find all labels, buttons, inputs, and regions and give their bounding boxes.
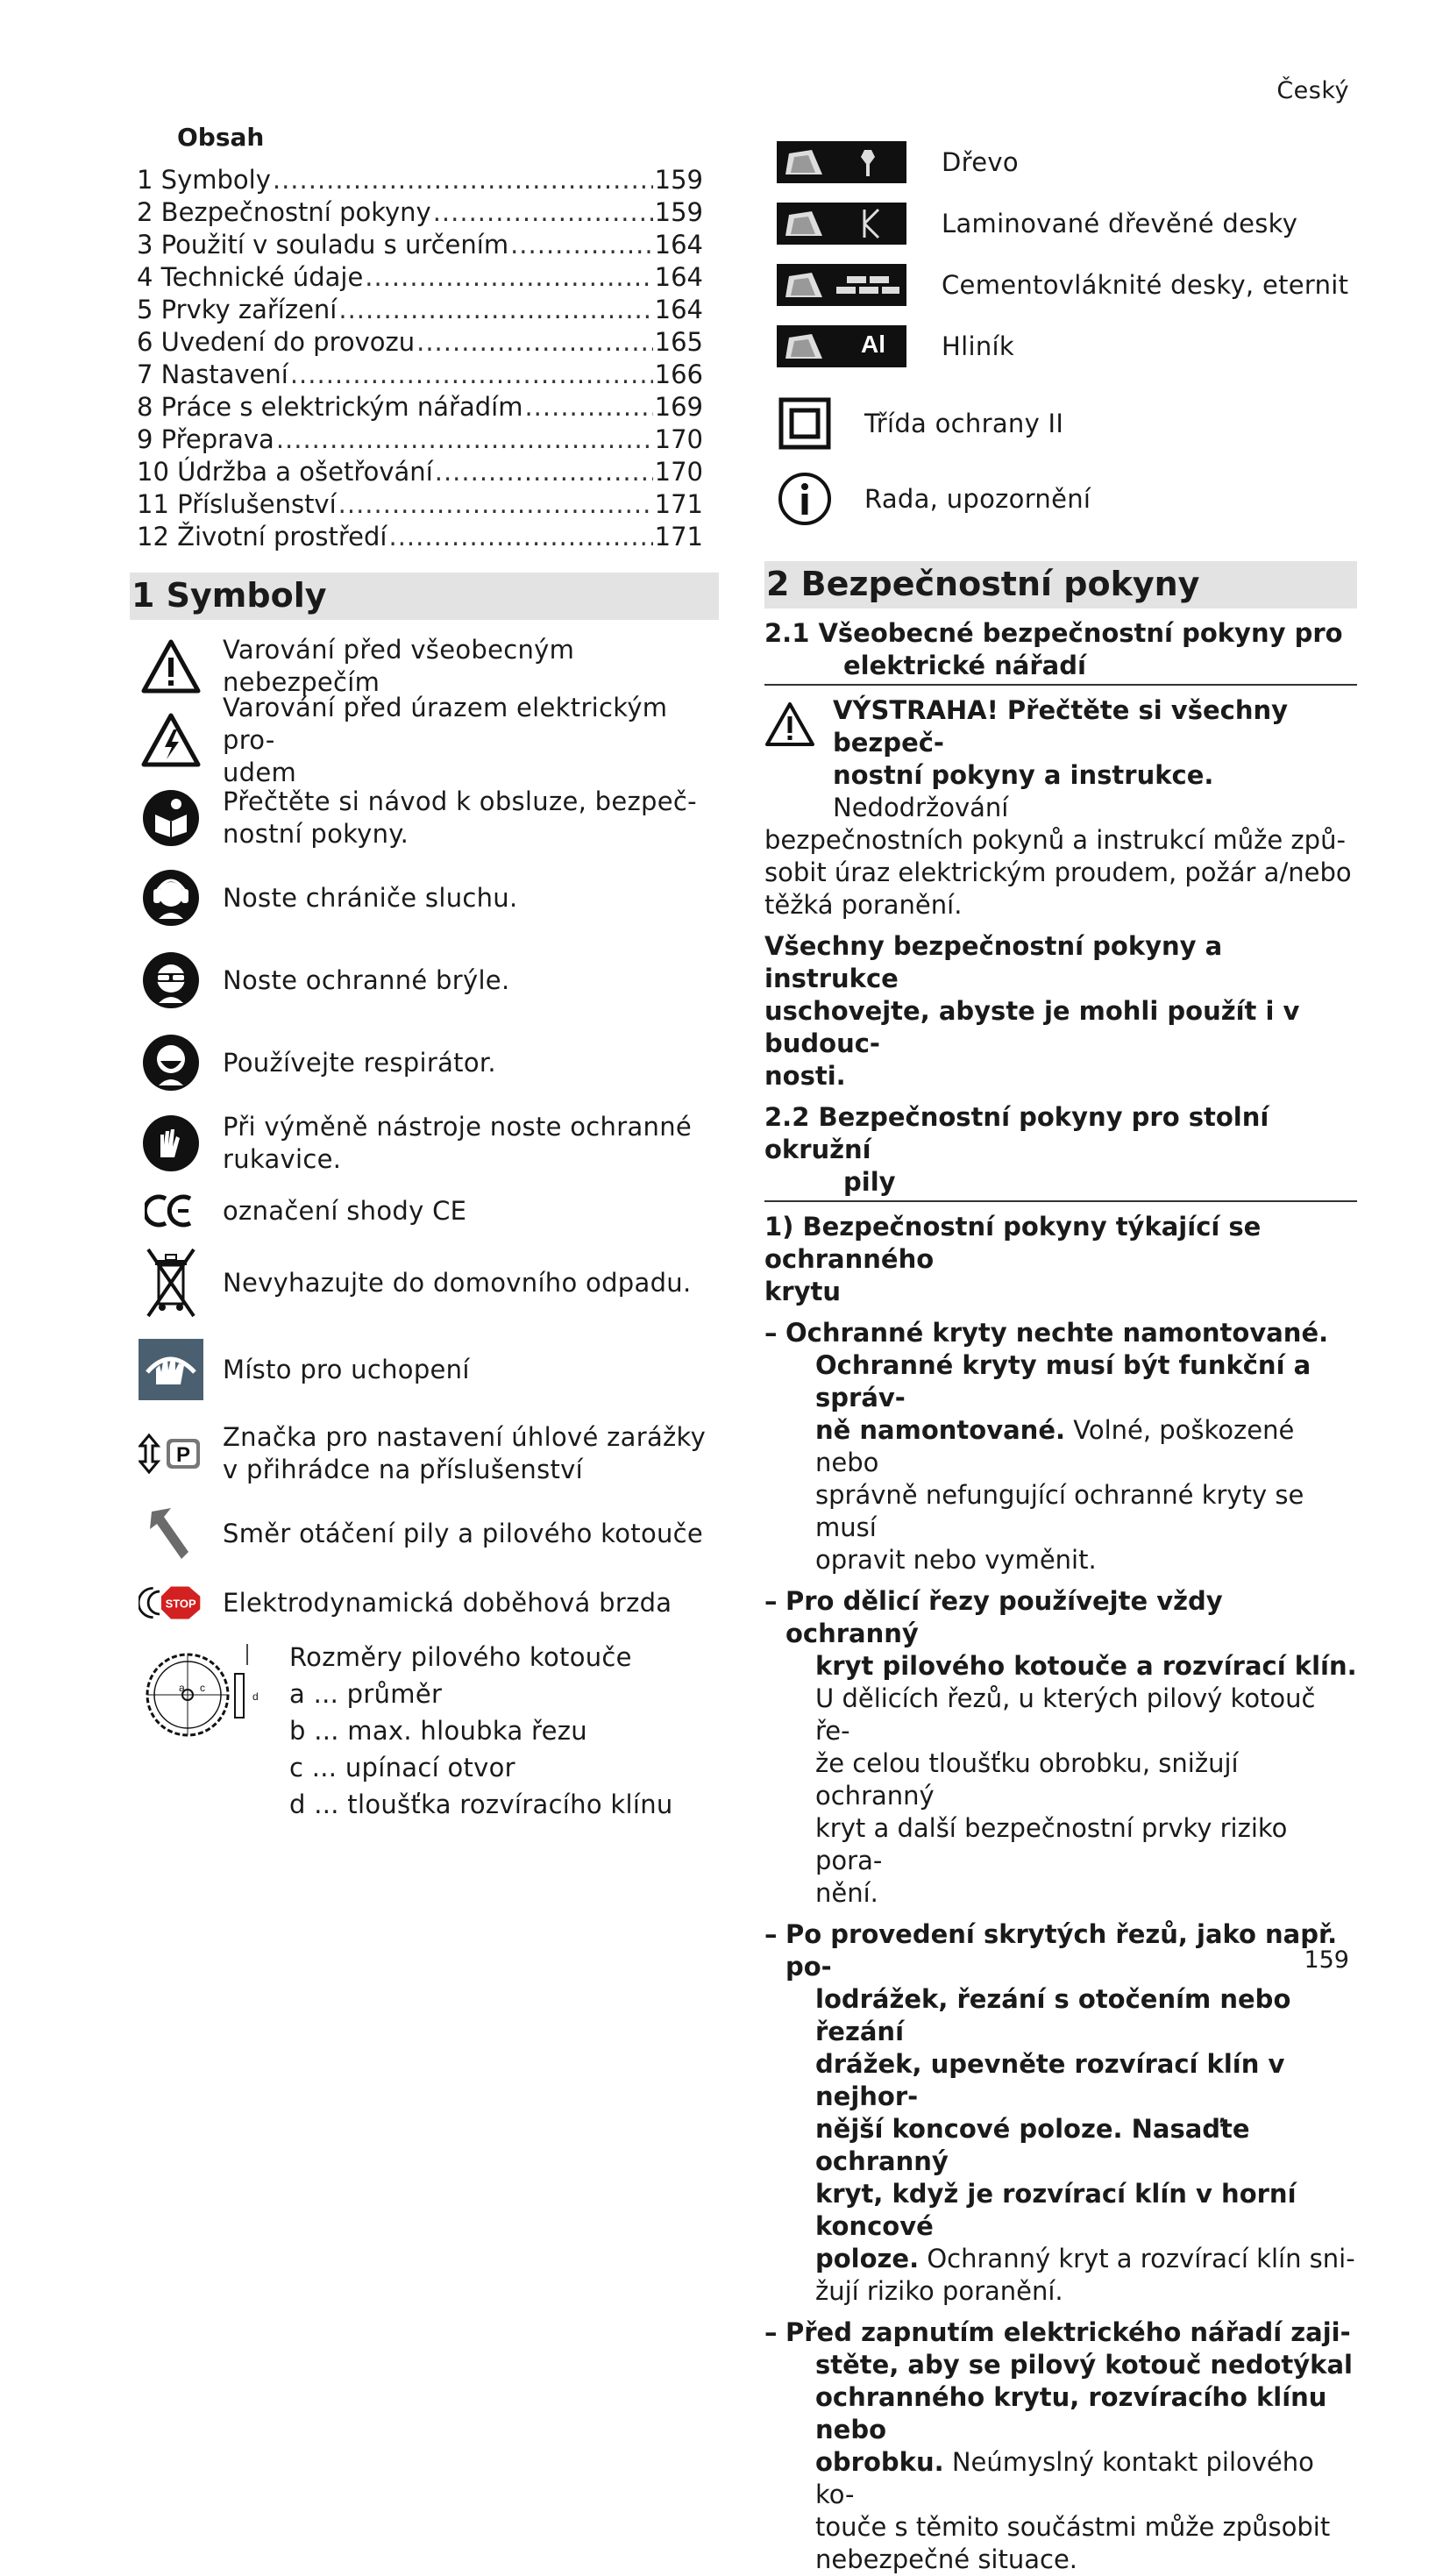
symbol-text: Varování před všeobecným nebezpečím — [223, 635, 575, 697]
bullet-text: Ochranný kryt a rozvírací klín sni- — [919, 2244, 1355, 2274]
warning-paragraph — [764, 694, 1357, 922]
toc-leader — [290, 359, 653, 391]
material-label: Dřevo — [942, 147, 1019, 177]
blade-dimensions-text — [289, 1639, 673, 1823]
toc-entry-label: 8 Práce s elektrickým nářadím — [137, 392, 523, 422]
bullet-dash: – — [764, 1318, 778, 1348]
svg-text:STOP: STOP — [165, 1597, 196, 1611]
read-manual-icon — [139, 786, 203, 850]
toc-entry-label: 6 Uvedení do provozu — [137, 327, 416, 357]
bullet-line: kryt pilového kotouče a rozvírací klín. — [815, 1651, 1357, 1681]
warning-line: těžká poranění. — [764, 890, 963, 920]
toc-leader — [338, 488, 653, 521]
bullet-line: lodrážek, řezání s otočením nebo řezání — [815, 1984, 1291, 2046]
toc-entry-page: 166 — [654, 359, 703, 389]
toc-entry[interactable] — [130, 196, 719, 229]
page-number: 159 — [1304, 1946, 1349, 1974]
bullet-line: drážek, upevněte rozvírací klín v nejhor- — [815, 2049, 1285, 2111]
symbol-row — [130, 1104, 719, 1183]
saw-blade-dimensions-icon — [137, 1639, 268, 1744]
fiber-cement-badge-icon — [777, 264, 906, 306]
material-row — [764, 254, 1357, 316]
toc-entry-label: 5 Prvky zařízení — [137, 295, 338, 324]
section-heading-symbols: 1 Symboly — [130, 573, 719, 620]
toc-entry-label: 7 Nastavení — [137, 359, 288, 389]
right-column — [764, 132, 1357, 2576]
toc-leader — [416, 326, 653, 359]
symbol-text: Místo pro uchopení — [223, 1354, 470, 1384]
bullet-line: nění. — [815, 1878, 878, 1908]
bullet-bold-text: poloze. — [815, 2244, 920, 2274]
wood-badge-icon — [777, 141, 906, 183]
bullet-text: Neúmyslný kontakt pilového ko- — [815, 2447, 1314, 2509]
class-label: Rada, upozornění — [864, 484, 1091, 514]
subheading-line: 2.2 Bezpečnostní pokyny pro stolní okružní — [764, 1102, 1269, 1164]
symbol-row — [130, 1413, 719, 1495]
toc-entry[interactable] — [130, 261, 719, 294]
guard-heading-line: 1) Bezpečnostní pokyny týkající se ochranného — [764, 1212, 1262, 1274]
symbol-text: Používejte respirátor. — [223, 1047, 496, 1078]
symbol-text: Nevyhazujte do domovního odpadu. — [223, 1267, 692, 1298]
guard-heading-line: krytu — [764, 1277, 841, 1306]
toc-entry-page: 171 — [654, 522, 703, 551]
toc-entry-label: 11 Příslušenství — [137, 489, 337, 519]
material-row — [764, 316, 1357, 377]
symbol-row — [130, 1183, 719, 1239]
grip-point-icon — [139, 1337, 203, 1402]
crossed-bin-icon — [139, 1244, 203, 1321]
left-column — [130, 123, 719, 1823]
bullet-dash: – — [764, 2317, 778, 2347]
svg-text:P: P — [175, 1443, 191, 1467]
symbol-row — [130, 939, 719, 1021]
bullet-lead: Ochranné kryty nechte namontované. — [785, 1318, 1329, 1348]
electric-shock-warning-icon — [139, 708, 203, 772]
bullet-lead: Pro dělicí řezy používejte vždy ochranný — [785, 1586, 1223, 1648]
bullet-line: kryt a další bezpečnostní prvky riziko pora- — [815, 1813, 1288, 1875]
toc-entry[interactable] — [130, 456, 719, 488]
symbol-row — [130, 1021, 719, 1104]
symbol-row — [130, 1327, 719, 1413]
toc-entry[interactable] — [130, 229, 719, 261]
toc-entry-label: 4 Technické údaje — [137, 262, 364, 292]
respirator-icon — [139, 1030, 203, 1095]
svg-text:c: c — [200, 1682, 205, 1694]
symbol-row — [130, 1239, 719, 1327]
symbol-row — [130, 1572, 719, 1633]
warning-line: sobit úraz elektrickým proudem, požár a/nebo — [764, 857, 1352, 887]
symbol-text: Noste chrániče sluchu. — [223, 882, 518, 913]
warning-triangle-icon — [139, 634, 203, 699]
symbol-text: Při výměně nástroje noste ochranné rukavice. — [223, 1112, 693, 1174]
angle-stop-marker-icon — [139, 1421, 203, 1486]
toc-entry[interactable] — [130, 164, 719, 196]
info-icon — [777, 471, 833, 527]
symbol-text: Přečtěte si návod k obsluze, bezpeč- nostní pokyny. — [223, 786, 697, 849]
class-row — [764, 386, 1357, 461]
guard-heading — [764, 1211, 1357, 1308]
class-row — [764, 461, 1357, 537]
keep-line: Všechny bezpečnostní pokyny a instrukce — [764, 931, 1223, 993]
keep-line: nosti. — [764, 1061, 846, 1091]
warning-text: Nedodržování — [833, 793, 1009, 822]
symbol-text: Elektrodynamická doběhová brzda — [223, 1587, 672, 1618]
protection-class-ii-icon — [777, 395, 833, 452]
toc-title: Obsah — [177, 123, 265, 152]
bullet-dash: – — [764, 1919, 778, 1949]
toc-entry-page: 170 — [654, 424, 703, 454]
toc-entry-label: 12 Životní prostředí — [137, 522, 387, 551]
bullet-line: kryt, když je rozvírací klín v horní koncové — [815, 2179, 1297, 2241]
blade-dim-line: c ... upínací otvor — [289, 1753, 515, 1783]
eye-protection-icon — [139, 948, 203, 1013]
toc-entry[interactable] — [130, 488, 719, 521]
ear-protection-icon — [139, 865, 203, 930]
gloves-icon — [139, 1111, 203, 1176]
toc-leader — [338, 294, 652, 326]
symbols-list — [130, 632, 719, 1823]
toc-entry-page: 171 — [654, 489, 703, 519]
material-row — [764, 132, 1357, 193]
bullet-line: žují riziko poranění. — [815, 2276, 1063, 2306]
toc-leader — [510, 229, 653, 261]
toc-list — [130, 164, 719, 553]
toc-entry-page: 170 — [654, 457, 703, 487]
warning-bold-text: nostní pokyny a instrukce. — [833, 760, 1214, 790]
bullet-line: stěte, aby se pilový kotouč nedotýkal — [815, 2350, 1353, 2380]
safety-bullet — [764, 1317, 1357, 1576]
svg-text:d: d — [252, 1690, 259, 1703]
toc-leader — [273, 164, 653, 196]
safety-bullet — [764, 1585, 1357, 1910]
blade-dim-line: Rozměry pilového kotouče — [289, 1642, 632, 1672]
material-row — [764, 193, 1357, 254]
bullet-bold-text: obrobku. — [815, 2447, 944, 2477]
subheading-2-1 — [764, 617, 1357, 686]
toc-entry-page: 159 — [654, 197, 703, 227]
safety-bullet — [764, 1918, 1357, 2308]
symbol-row — [130, 692, 719, 787]
bullet-line: ochranného krytu, rozvíracího klínu nebo — [815, 2382, 1327, 2444]
toc-entry-page: 164 — [654, 230, 703, 260]
toc-entry-page: 165 — [654, 327, 703, 357]
safety-bullet — [764, 2316, 1357, 2576]
symbol-text: Noste ochranné brýle. — [223, 964, 510, 995]
bullet-line — [815, 2446, 1357, 2511]
symbol-row — [130, 632, 719, 701]
class-label: Třída ochrany II — [864, 409, 1064, 438]
toc-entry[interactable] — [130, 423, 719, 456]
toc-entry[interactable] — [130, 391, 719, 423]
toc-leader — [524, 391, 652, 423]
toc-entry[interactable] — [130, 294, 719, 326]
bullet-dash: – — [764, 1586, 778, 1616]
subheading-line: elektrické nářadí — [843, 651, 1086, 680]
symbol-text: Varování před úrazem elektrickým pro- udem — [223, 692, 668, 787]
subheading-line: 2.1 Všeobecné bezpečnostní pokyny pro — [764, 618, 1343, 648]
toc-entry-label: 2 Bezpečnostní pokyny — [137, 197, 431, 227]
warning-triangle-icon — [764, 701, 815, 747]
bullet-line: Ochranné kryty musí být funkční a správ- — [815, 1350, 1311, 1413]
warning-line: bezpečnostních pokynů a instrukcí může způ- — [764, 825, 1346, 855]
symbol-row — [130, 1495, 719, 1572]
aluminium-badge-label: Al — [861, 331, 885, 358]
toc-leader — [365, 261, 652, 294]
blade-dim-line: b ... max. hloubka řezu — [289, 1716, 587, 1746]
blade-dim-line: d ... tloušťka rozvíracího klínu — [289, 1790, 673, 1819]
subheading-2-2 — [764, 1101, 1357, 1202]
symbol-text: Směr otáčení pily a pilového kotouče — [223, 1518, 704, 1548]
toc-entry-label: 3 Použití v souladu s určením — [137, 230, 509, 260]
material-label: Hliník — [942, 331, 1014, 361]
toc-entry[interactable] — [130, 359, 719, 391]
bullet-text: Volné, poškozené nebo — [815, 1415, 1295, 1477]
material-label: Cementovláknité desky, eternit — [942, 270, 1349, 300]
keep-instructions-paragraph — [764, 930, 1357, 1092]
bullet-line: opravit nebo vyměnit. — [815, 1545, 1097, 1575]
toc-entry-page: 169 — [654, 392, 703, 422]
ce-mark-icon — [139, 1189, 203, 1233]
bullet-bold-text: ně namontované. — [815, 1415, 1066, 1445]
symbol-row — [130, 779, 719, 857]
bullet-line — [815, 1414, 1357, 1479]
bullet-line: nebezpečné situace. — [815, 2544, 1078, 2574]
aluminium-badge-icon — [777, 325, 906, 367]
language-label: Český — [1276, 77, 1349, 104]
blade-dim-line: a ... průměr — [289, 1679, 443, 1709]
toc-entry-label: 1 Symboly — [137, 165, 271, 195]
toc-entry[interactable] — [130, 326, 719, 359]
bullet-line: touče s těmito součástmi může způsobit — [815, 2512, 1331, 2542]
toc-leader — [388, 521, 652, 553]
bullet-line: nější koncové poloze. Nasaďte ochranný — [815, 2114, 1250, 2176]
subheading-line: pily — [843, 1167, 896, 1197]
bullet-line: správně nefungující ochranné kryty se musí — [815, 1480, 1304, 1542]
bullet-lead: Před zapnutím elektrického nářadí zaji- — [785, 2317, 1351, 2347]
symbol-text: označení shody CE — [223, 1195, 467, 1226]
toc-leader — [276, 423, 653, 456]
toc-entry-label: 10 Údržba a ošetřování — [137, 457, 433, 487]
bullet-line: že celou tloušťku obrobku, snižují ochranný — [815, 1748, 1239, 1811]
toc-entry-label: 9 Přeprava — [137, 424, 274, 454]
toc-entry[interactable] — [130, 521, 719, 553]
symbol-row — [130, 857, 719, 939]
svg-text:a: a — [179, 1682, 185, 1694]
bullet-line: U dělicích řezů, u kterých pilový kotouč ře- — [815, 1683, 1316, 1746]
warning-bold-line: VÝSTRAHA! Přečtěte si všechny bezpeč- — [833, 695, 1289, 758]
rotation-direction-icon — [139, 1501, 203, 1566]
symbol-text: Značka pro nastavení úhlové zarážky v přihrádce na příslušenství — [223, 1422, 707, 1484]
bullet-lead: Po provedení skrytých řezů, jako např. po- — [785, 1919, 1338, 1982]
toc-leader — [433, 196, 653, 229]
keep-line: uschovejte, abyste je mohli použít i v budouc- — [764, 996, 1300, 1058]
toc-entry-page: 159 — [654, 165, 703, 195]
toc-entry-page: 164 — [654, 295, 703, 324]
toc-leader — [435, 456, 653, 488]
material-label: Laminované dřevěné desky — [942, 209, 1298, 238]
blade-dimensions-row — [130, 1639, 719, 1823]
warning-line — [764, 759, 1357, 824]
toc-entry-page: 164 — [654, 262, 703, 292]
brake-stop-icon — [139, 1570, 203, 1635]
laminated-board-badge-icon — [777, 203, 906, 245]
section-heading-safety: 2 Bezpečnostní pokyny — [764, 561, 1357, 608]
bullet-line — [815, 2243, 1357, 2275]
